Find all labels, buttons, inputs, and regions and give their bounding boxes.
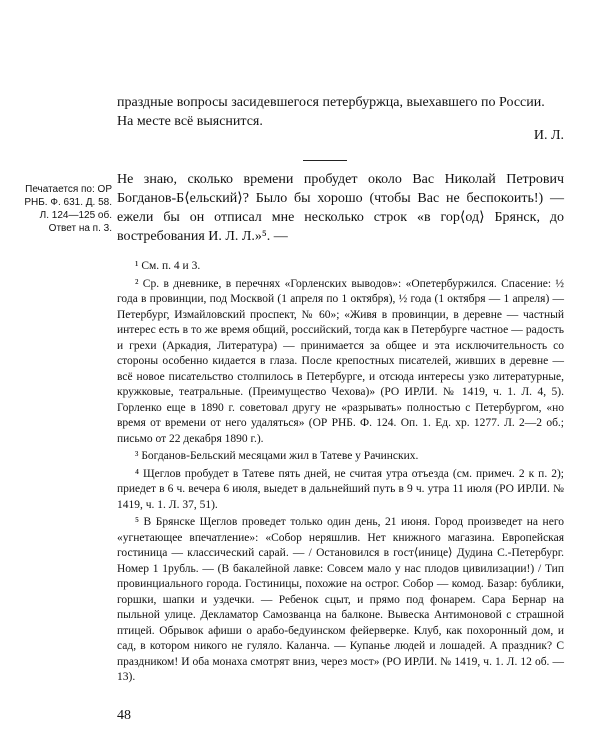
letter-paragraph: Не знаю, сколько времени пробудет около Вас Николай Петрович Богданов-Б⟨ельский⟩? Было бы хорошо (чтобы Вас не беспокоить!) — ежели бы он отписал мне несколько строк «в гор⟨од⟩ Брянск, до востребования И. Л. Л.»⁵. —	[117, 172, 564, 244]
signature: И. Л.	[533, 128, 564, 143]
footnote-2: ² Ср. в дневнике, в перечнях «Горленских выводов»: «Опетербуржился. Спасение: ½ года в провинции, под Москвой (1 апреля по 1 октября), ½ года (1 октября — 1 апреля) — Петербург, Измайловский проспект, № 60»; «Живя в провинции, в деревне — частный интерес есть в то же время общий, российский, тогда как в Петербурге частное — радость и грехи (Аркадия, Литература) — принимается за общее и эта исключительность со стороны особенно кидается в глаза. После крепостных писателей, живших в деревне — всё новое писательство столпилось в Петербурге, и отсюда интересы узко литературные, кружковые, театральные. (Преимущество Чехова)» (РО ИРЛИ. № 1419, ч. 1. Л. 4, 5). Горленко еще в 1890 г. советовал другу не «разрывать» полностью с Петербургом, «но время от времени от него удаляться» (ОР РНБ. Ф. 124. Оп. 1. Ед. хр. 1277. Л. 2—2 об.; письмо от 22 декабря 1890 г.).	[117, 277, 564, 445]
footnotes	[117, 259, 564, 688]
intro-line-1: праздные вопросы засидевшегося петербуржца, выехавшего по России.	[117, 95, 545, 110]
source-sidenote	[2, 183, 112, 235]
intro-line-2: На месте всё выяснится.	[117, 114, 263, 129]
footnote-1: ¹ См. п. 4 и 3.	[135, 260, 201, 272]
sidenote-line: Печатается по: ОР	[25, 184, 112, 195]
page-number: 48	[117, 708, 131, 723]
intro-paragraph	[117, 93, 564, 131]
sidenote-line: Ответ на п. 3.	[48, 223, 112, 234]
section-divider	[303, 160, 347, 161]
footnote-5: ⁵ В Брянске Щеглов проведет только один день, 21 июня. Город произведет на него «угнетающее впечатление»: «Собор неряшлив. Нет книжного магазина. Европейская гостиница — классический сарай. — / Остановился в гост⟨инице⟩ Дудина С.-Петербург. Номер 1 1рубль. — (В бакалейной лавке: Совсем мало у нас плодов цивилизации!) / Тип провинциального города. Гостиницы, похожие на острог. Собор — комод. Базар: бублики, горшки, шапки и уздечки. — Ребенок сцыт, и прямо под фонарем. Сара Бернар на пыльной улице. Декламатор Самозванца на балконе. Вывеска Антимоновой с страшной птицей. Обрывок афиши о арабо-бедуинском фейерверке. Клуб, как похоронный дом, и сад, в котором никого не гуляло. Каланча. — Купанье людей и лошадей. А праздник? С праздником! И оба монаха смотрят вниз, через мост» (РО ИРЛИ. № 1419, ч. 1. Л. 12 об. — 13).	[117, 516, 564, 683]
sidenote-line: РНБ. Ф. 631. Д. 58.	[24, 197, 112, 208]
footnote-4: ⁴ Щеглов пробудет в Татеве пять дней, не считая утра отъезда (см. примеч. 2 к п. 2); приедет в 6 ч. вечера 6 июля, выедет в дальнейший путь в 9 ч. утра 11 июля (РО ИРЛИ. № 1419, ч. 1. Л. 37, 51).	[117, 467, 564, 511]
letter-body	[117, 170, 564, 246]
sidenote-line: Л. 124—125 об.	[39, 210, 112, 221]
footnote-3: ³ Богданов-Бельский месяцами жил в Татеве у Рачинских.	[135, 450, 419, 462]
